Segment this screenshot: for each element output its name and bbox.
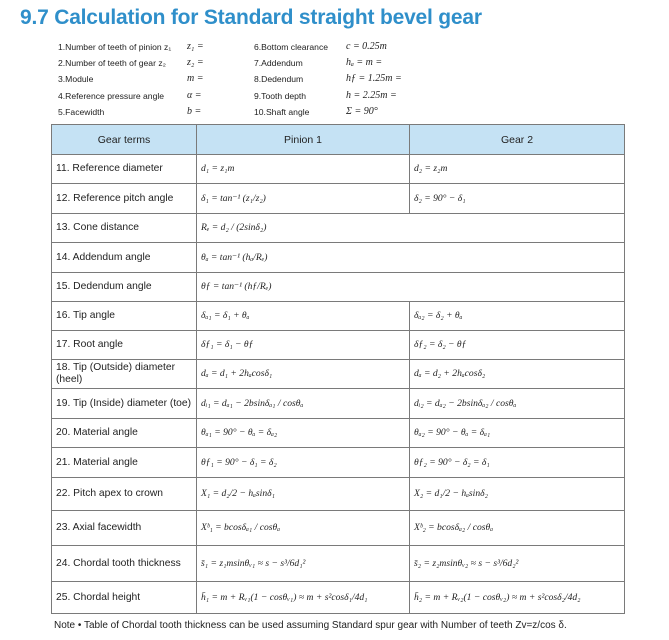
gear-formula: δₐ₂ = δ₂ + θₐ [410, 302, 625, 331]
gear-formula [410, 273, 625, 302]
table-row [52, 331, 625, 360]
table-row [52, 214, 625, 243]
pinion-formula: dₐ = d₁ + 2hₐcosδ₁ [197, 360, 410, 389]
param-label: 6.Bottom clearance [254, 42, 329, 52]
column-header-gear: Gear 2 [410, 125, 625, 155]
table-row [52, 478, 625, 511]
gear-formula: θₐ₂ = 90° − θₐ = δₐ₁ [410, 419, 625, 448]
table-row [52, 155, 625, 184]
gear-term: 18. Tip (Outside) diameter (heel) [52, 360, 197, 389]
gear-term: 16. Tip angle [52, 302, 197, 331]
gear-formula: d₂ = z₂m [410, 155, 625, 184]
table-row [52, 243, 625, 273]
param-formula: Σ = 90° [346, 106, 378, 117]
gear-term: 24. Chordal tooth thickness [52, 546, 197, 582]
gear-formula: h̄₂ = m + Rᵥ₂(1 − cosθᵥ₂) ≈ m + s²cosδ₂/4d₂ [410, 582, 625, 614]
pinion-formula: δₐ₁ = δ₁ + θₐ [197, 302, 410, 331]
gear-formula [410, 243, 625, 273]
pinion-formula: θƒ₁ = 90° − δ₁ = δ₂ [197, 448, 410, 478]
param-label: 2.Number of teeth of gear z₂ [58, 58, 166, 68]
gear-formula: θƒ₂ = 90° − δ₂ = δ₁ [410, 448, 625, 478]
gear-term: 15. Dedendum angle [52, 273, 197, 302]
param-formula: h = 2.25m = [346, 90, 397, 101]
param-formula: b = [187, 106, 202, 117]
table-row [52, 546, 625, 582]
param-label: 7.Addendum [254, 58, 303, 68]
column-header-gear-terms: Gear terms [52, 125, 197, 155]
gear-formula [410, 214, 625, 243]
param-formula: hƒ = 1.25m = [346, 73, 402, 84]
pinion-formula: θƒ = tan⁻¹ (hƒ/Rₑ) [197, 273, 410, 302]
gear-term: 25. Chordal height [52, 582, 197, 614]
table-row [52, 389, 625, 419]
gear-term: 21. Material angle [52, 448, 197, 478]
param-formula: z₂ = [187, 57, 204, 68]
pinion-formula: θₐ₁ = 90° − θₐ = δₐ₂ [197, 419, 410, 448]
pinion-formula: s̄₁ = z₁msinθᵥ₁ ≈ s − s³/6d₁² [197, 546, 410, 582]
gear-term: 13. Cone distance [52, 214, 197, 243]
gear-calculation-table [51, 124, 625, 614]
param-label: 8.Dedendum [254, 74, 304, 84]
table-row [52, 273, 625, 302]
param-formula: c = 0.25m [346, 41, 387, 52]
pinion-formula: Rₑ = d₂ / (2sinδ₂) [197, 214, 410, 243]
gear-term: 19. Tip (Inside) diameter (toe) [52, 389, 197, 419]
param-label: 5.Facewidth [58, 107, 105, 117]
param-label: 4.Reference pressure angle [58, 91, 165, 101]
param-formula: hₐ = m = [346, 57, 383, 68]
page-title: 9.7 Calculation for Standard straight bevel gear [20, 6, 482, 29]
gear-term: 20. Material angle [52, 419, 197, 448]
gear-term: 14. Addendum angle [52, 243, 197, 273]
param-formula: z₁ = [187, 41, 204, 52]
param-formula: α = [187, 90, 202, 101]
table-header-row [52, 125, 625, 155]
param-label: 9.Tooth depth [254, 91, 307, 101]
table-row [52, 360, 625, 389]
table-row [52, 302, 625, 331]
table-row [52, 511, 625, 546]
column-header-pinion: Pinion 1 [197, 125, 410, 155]
table-row [52, 419, 625, 448]
gear-formula: X₂ = d₁/2 − hₐsinδ₂ [410, 478, 625, 511]
table-row [52, 184, 625, 214]
param-label: 1.Number of teeth of pinion z₁ [58, 42, 172, 52]
gear-term: 12. Reference pitch angle [52, 184, 197, 214]
param-label: 3.Module [58, 74, 94, 84]
pinion-formula: d₁ = z₁m [197, 155, 410, 184]
gear-formula: δƒ₂ = δ₂ − θƒ [410, 331, 625, 360]
gear-term: 17. Root angle [52, 331, 197, 360]
gear-term: 22. Pitch apex to crown [52, 478, 197, 511]
pinion-formula: h̄₁ = m + Rᵥ₁(1 − cosθᵥ₁) ≈ m + s²cosδ₁/4d₁ [197, 582, 410, 614]
gear-formula: Xᵇ₂ = bcosδₐ₂ / cosθₐ [410, 511, 625, 546]
table-row [52, 448, 625, 478]
pinion-formula: dᵢ₁ = dₐ₁ − 2bsinδₐ₁ / cosθₐ [197, 389, 410, 419]
gear-formula: δ₂ = 90° − δ₁ [410, 184, 625, 214]
pinion-formula: X₁ = d₂/2 − hₐsinδ₁ [197, 478, 410, 511]
pinion-formula: δƒ₁ = δ₁ − θƒ [197, 331, 410, 360]
gear-formula: s̄₂ = z₂msinθᵥ₂ ≈ s − s³/6d₂² [410, 546, 625, 582]
table-note: Note • Table of Chordal tooth thickness can be used assuming Standard spur gear with Number of teeth Zv=z/cos δ. [54, 620, 567, 631]
gear-term: 23. Axial facewidth [52, 511, 197, 546]
gear-term: 11. Reference diameter [52, 155, 197, 184]
pinion-formula: θₐ = tan⁻¹ (hₐ/Rₑ) [197, 243, 410, 273]
pinion-formula: δ₁ = tan⁻¹ (z₁/z₂) [197, 184, 410, 214]
gear-formula: dₐ = d₂ + 2hₐcosδ₂ [410, 360, 625, 389]
table-row [52, 582, 625, 614]
param-formula: m = [187, 73, 204, 84]
gear-formula: dᵢ₂ = dₐ₂ − 2bsinδₐ₂ / cosθₐ [410, 389, 625, 419]
pinion-formula: Xᵇ₁ = bcosδₐ₁ / cosθₐ [197, 511, 410, 546]
param-label: 10.Shaft angle [254, 107, 310, 117]
